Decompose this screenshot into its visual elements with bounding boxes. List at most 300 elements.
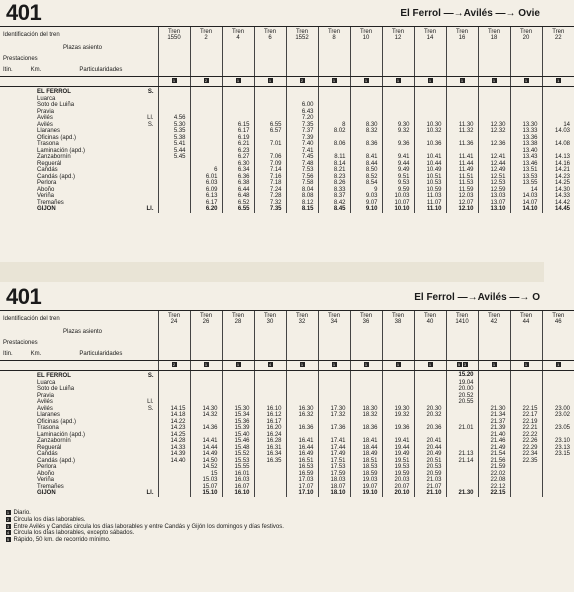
time-cell: 14.32: [190, 412, 222, 419]
time-cell: 5.30: [158, 122, 190, 129]
train-word: Tren: [455, 312, 469, 319]
arrival-departure-flag: S.: [147, 121, 154, 128]
time-cell: 12.51: [478, 174, 510, 181]
train-id-cell: [318, 311, 350, 328]
route-title: El Ferrol —→Avilés —→ Ovie: [400, 8, 540, 19]
footnote-badge: 2: [6, 516, 10, 522]
time-cell: 16.24: [254, 432, 286, 439]
time-cell: 22.19: [510, 419, 542, 426]
time-cell: 9.59: [382, 187, 414, 194]
time-cell: 6.09: [190, 187, 222, 194]
table-number: 401: [6, 284, 42, 309]
time-cell: 9.32: [382, 128, 414, 135]
train-number: 20: [522, 35, 530, 41]
time-cell: 17.59: [318, 471, 350, 478]
time-cell: 14.16: [542, 161, 574, 168]
footnote-text: Entre Avilés y Candás circula los días laborables y entre Candás y Gijón los domingos y días festivos.: [13, 523, 284, 530]
time-cell: 13.43: [510, 154, 542, 161]
calendar-badge-cell: [510, 361, 542, 371]
time-cell: 17.07: [286, 484, 318, 491]
time-cell: 13.38: [510, 141, 542, 148]
time-cell: 10.32: [414, 128, 446, 135]
time-cell: [190, 87, 222, 96]
time-cell: 8.50: [350, 167, 382, 174]
calendar-note-badge: 1: [524, 78, 528, 84]
features-cell: [190, 349, 222, 361]
time-cell: 13.46: [510, 161, 542, 168]
station-name-text: Veriña: [37, 477, 55, 483]
time-cell: 12.36: [478, 141, 510, 148]
time-cell: 20.49: [414, 451, 446, 458]
time-cell: 8.04: [286, 187, 318, 194]
badge-row-label: [0, 77, 158, 87]
time-cell: 6.34: [222, 167, 254, 174]
station-name-text: Perlora: [37, 180, 57, 186]
time-cell: 8.08: [286, 193, 318, 200]
time-cell: 16.10: [222, 490, 254, 497]
timetable-grid: [0, 310, 574, 497]
station-name-text: Avilés: [37, 115, 53, 121]
time-cell: 12.44: [478, 161, 510, 168]
time-cell: 19.07: [350, 484, 382, 491]
seats-cell: [254, 327, 286, 338]
station-name-text: Pravia: [37, 392, 55, 399]
time-cell: 21.14: [446, 458, 478, 465]
time-cell: 11.51: [446, 174, 478, 181]
station-name-text: Reguerál: [37, 160, 62, 167]
time-cell: 17.32: [318, 412, 350, 419]
train-word: Tren: [359, 28, 373, 35]
seats-cell: [478, 43, 510, 54]
features-cell: [350, 349, 382, 361]
train-number: 14: [426, 35, 434, 41]
km-label: Km.: [30, 351, 42, 358]
train-word: Tren: [519, 312, 533, 319]
time-cell: 14.07: [510, 200, 542, 207]
calendar-note-badge: 1: [332, 78, 336, 84]
train-word: Tren: [423, 28, 437, 35]
footnote-text: Rápido, 50 km. de recorrido mínimo.: [13, 537, 111, 544]
time-cell: 13.03: [478, 193, 510, 200]
train-word: Tren: [263, 312, 277, 319]
time-cell: 16.49: [286, 451, 318, 458]
time-cell: 10.07: [382, 200, 414, 207]
time-cell: 18.59: [350, 471, 382, 478]
seats-cell: [190, 43, 222, 54]
time-cell: 6.57: [254, 128, 286, 135]
time-cell: [510, 371, 542, 380]
services-cell: [478, 54, 510, 65]
station-name-text: Trasona: [37, 141, 59, 147]
calendar-badge-cell: [542, 77, 574, 87]
train-id-cell: [478, 311, 510, 328]
time-cell: 21.34: [478, 412, 510, 419]
time-cell: 21.01: [446, 425, 478, 432]
seats-cell: [254, 43, 286, 54]
station-name-text: Avilés: [37, 399, 53, 405]
train-number: 36: [362, 319, 370, 325]
time-cell: 21.56: [478, 458, 510, 465]
calendar-badge-cell: [254, 361, 286, 371]
time-cell: 18.30: [350, 406, 382, 413]
features-cell: [446, 65, 478, 77]
time-cell: 13.33: [510, 128, 542, 135]
station-name-text: Reguerál: [37, 444, 62, 451]
features-cell: [222, 349, 254, 361]
time-cell: 8.15: [286, 206, 318, 213]
train-word: Tren: [167, 312, 181, 319]
calendar-badge-cell: [350, 77, 382, 87]
calendar-note-badge: 5: [457, 362, 461, 368]
train-number: 1552: [295, 35, 309, 41]
train-word: Tren: [552, 28, 565, 35]
time-cell: 14.21: [542, 167, 574, 174]
services-cell: [414, 338, 446, 349]
features-cell: [542, 65, 574, 77]
calendar-note-badge: 4: [268, 362, 272, 368]
features-cell: [318, 65, 350, 77]
time-cell: [190, 371, 222, 380]
seats-cell: [382, 327, 414, 338]
station-name-text: Llaranes: [37, 128, 61, 134]
time-cell: 15.39: [222, 425, 254, 432]
train-number: 12: [394, 35, 402, 41]
train-word: Tren: [199, 312, 213, 319]
time-cell: 19.51: [382, 458, 414, 465]
time-cell: 16.59: [286, 471, 318, 478]
time-cell: 6.52: [222, 200, 254, 207]
calendar-note-badge: 1: [428, 78, 432, 84]
train-id-cell: [254, 311, 286, 328]
station-name-text: Oficinas (apd.): [37, 134, 77, 141]
time-cell: 22.08: [478, 477, 510, 484]
time-cell: [510, 490, 542, 497]
time-cell: 13.36: [510, 135, 542, 142]
time-cell: 14.10: [510, 206, 542, 213]
calendar-badge-cell: [158, 361, 190, 371]
time-cell: 9.49: [382, 167, 414, 174]
time-cell: 21.37: [478, 419, 510, 426]
train-number: 1550: [167, 35, 181, 41]
time-cell: 15: [190, 471, 222, 478]
calendar-badge-cell: [510, 77, 542, 87]
time-cell: 23.10: [542, 438, 574, 445]
page-gap: [0, 262, 544, 282]
time-cell: 7.18: [254, 180, 286, 187]
time-cell: [318, 371, 350, 380]
itin-label: Itin.: [3, 351, 13, 358]
time-cell: 8: [318, 122, 350, 129]
station-name-text: Trasona: [37, 425, 59, 431]
time-cell: 21.10: [414, 490, 446, 497]
calendar-note-badge: 1: [492, 362, 496, 368]
time-cell: 19.49: [382, 451, 414, 458]
train-id-cell: [254, 27, 286, 44]
time-cell: 18.32: [350, 412, 382, 419]
services-row: [0, 54, 574, 65]
calendar-badge-row: [0, 77, 574, 87]
time-cell: 16.01: [222, 471, 254, 478]
time-cell: 15.55: [222, 464, 254, 471]
train-id-cell: [222, 27, 254, 44]
time-cell: 22.21: [510, 425, 542, 432]
train-id-row: [0, 311, 574, 328]
time-cell: 5.41: [158, 141, 190, 148]
station-name: [0, 87, 158, 96]
train-number: 16: [458, 35, 466, 41]
time-cell: [158, 490, 190, 497]
services-cell: [542, 54, 574, 65]
train-id-cell: [382, 27, 414, 44]
time-cell: 6.38: [222, 180, 254, 187]
time-cell: [222, 371, 254, 380]
time-cell: 17.49: [318, 451, 350, 458]
time-cell: 9: [350, 187, 382, 194]
time-cell: 13.30: [510, 122, 542, 129]
arrival-departure-flag: S.: [147, 405, 154, 412]
calendar-note-badge: 1: [557, 362, 560, 368]
features-cell: [382, 349, 414, 361]
time-cell: [414, 371, 446, 380]
arrival-departure-flag: Ll.: [147, 115, 154, 121]
station-name-text: Aboño: [37, 186, 55, 193]
time-cell: 7.28: [254, 193, 286, 200]
time-cell: 21.30: [446, 490, 478, 497]
time-cell: 10.10: [382, 206, 414, 213]
train-word: Tren: [487, 28, 501, 35]
train-id-cell: [382, 311, 414, 328]
train-word: Tren: [519, 28, 533, 35]
time-cell: 16.20: [254, 425, 286, 432]
seats-cell: [446, 327, 478, 338]
calendar-badge-cell: [478, 77, 510, 87]
time-cell: 15.20: [446, 371, 478, 380]
seats-cell: [318, 43, 350, 54]
calendar-note-badge: 1: [396, 78, 400, 84]
train-word: Tren: [423, 312, 437, 319]
time-cell: 11.53: [446, 180, 478, 187]
time-cell: 20.41: [414, 438, 446, 445]
station-name-text: GIJON: [37, 490, 56, 496]
features-cell: [254, 349, 286, 361]
time-cell: 12.41: [478, 154, 510, 161]
calendar-badge-cell: [542, 361, 574, 371]
time-cell: 10.53: [414, 180, 446, 187]
services-cell: [414, 54, 446, 65]
time-cell: 10.30: [414, 122, 446, 129]
features-cell: [158, 349, 190, 361]
time-cell: 16.31: [254, 445, 286, 452]
time-cell: 11.32: [446, 128, 478, 135]
time-cell: 16.44: [286, 445, 318, 452]
time-cell: 13.07: [478, 200, 510, 207]
calendar-badge-cell: [286, 361, 318, 371]
station-name-text: Soto de Luiña: [37, 102, 75, 108]
time-cell: 11.59: [446, 187, 478, 194]
time-cell: 23.15: [542, 451, 574, 458]
seats-label-text: Plazas asiento: [63, 45, 103, 52]
footnote: [5, 530, 284, 537]
train-number: 24: [170, 319, 178, 325]
services-cell: [350, 54, 382, 65]
train-word: Tren: [167, 28, 181, 35]
station-name: [0, 490, 158, 497]
train-id-label: Identificación del tren: [0, 27, 158, 44]
time-cell: 10.49: [414, 167, 446, 174]
time-cell: 9.30: [382, 122, 414, 129]
footnote-text: Circula los días laborables, excepto sábados.: [13, 530, 135, 537]
time-cell: 16.41: [286, 438, 318, 445]
time-cell: 18.10: [318, 490, 350, 497]
time-cell: 13.51: [510, 167, 542, 174]
timetable-top: [0, 0, 570, 213]
seats-cell: [286, 327, 318, 338]
calendar-badge-cell: [382, 361, 414, 371]
time-cell: 6.44: [222, 187, 254, 194]
station-name-text: GIJON: [37, 206, 56, 212]
time-cell: 12.32: [478, 128, 510, 135]
train-id-cell: [414, 27, 446, 44]
time-cell: 11.30: [446, 122, 478, 129]
time-cell: 10.03: [382, 193, 414, 200]
time-cell: 7.41: [286, 148, 318, 155]
features-label-text: Particularidades: [79, 67, 123, 74]
seats-cell: [382, 43, 414, 54]
train-id-cell: [350, 27, 382, 44]
time-cell: 7.35: [286, 122, 318, 129]
time-cell: [158, 87, 190, 96]
time-cell: 19.04: [446, 380, 478, 387]
time-cell: 20.03: [382, 477, 414, 484]
train-number: 46: [554, 319, 562, 325]
train-word: Tren: [487, 312, 501, 319]
time-cell: 23.13: [542, 445, 574, 452]
time-cell: 18.41: [350, 438, 382, 445]
station-name-text: Laminación (apd.): [37, 431, 86, 438]
station-name-text: EL FERROL: [37, 373, 71, 379]
train-number: 38: [394, 319, 402, 325]
time-cell: [254, 87, 286, 96]
time-cell: 14.18: [158, 412, 190, 419]
time-cell: 8.45: [318, 206, 350, 213]
time-cell: 11.44: [446, 161, 478, 168]
calendar-badge-cell: [254, 77, 286, 87]
time-cell: 20.51: [414, 458, 446, 465]
time-cell: 8.52: [350, 174, 382, 181]
time-cell: 6.13: [190, 193, 222, 200]
time-cell: 20.10: [382, 490, 414, 497]
time-cell: 20.07: [382, 484, 414, 491]
station-name-text: Tremañes: [37, 483, 64, 490]
services-row: [0, 338, 574, 349]
time-cell: 14.50: [190, 458, 222, 465]
time-cell: 19.36: [382, 425, 414, 432]
services-cell: [286, 338, 318, 349]
features-cell: [478, 65, 510, 77]
time-cell: 14.25: [158, 432, 190, 439]
time-cell: 6.23: [222, 148, 254, 155]
seats-row: [0, 43, 574, 54]
seats-cell: [542, 327, 574, 338]
time-cell: 12.03: [446, 193, 478, 200]
time-cell: 16.28: [254, 438, 286, 445]
train-number: 22: [554, 35, 562, 41]
time-cell: [286, 87, 318, 96]
train-number: 1410: [455, 319, 469, 325]
services-cell: [510, 338, 542, 349]
time-cell: 8.37: [318, 193, 350, 200]
time-cell: 6.55: [254, 122, 286, 129]
footnote-text: Circula los días laborables.: [13, 516, 86, 523]
time-cell: 7.56: [286, 174, 318, 181]
features-cell: [510, 349, 542, 361]
features-row: [0, 65, 574, 77]
train-word: Tren: [359, 312, 373, 319]
time-cell: 9.36: [382, 141, 414, 148]
time-cell: 17.53: [318, 464, 350, 471]
station-name-text: Llaranes: [37, 412, 61, 418]
train-id-cell: [350, 311, 382, 328]
time-cell: 19.03: [350, 477, 382, 484]
station-name: [0, 206, 158, 213]
calendar-badge-cell: [222, 77, 254, 87]
calendar-note-badge: 1: [204, 362, 208, 368]
time-cell: 16.35: [254, 458, 286, 465]
time-cell: [286, 371, 318, 380]
time-cell: 14.13: [542, 154, 574, 161]
seats-cell: [190, 327, 222, 338]
time-cell: [254, 490, 286, 497]
time-cell: 6: [190, 167, 222, 174]
calendar-note-badge: 1: [557, 78, 560, 84]
train-id-cell: [414, 311, 446, 328]
train-id-cell: [446, 27, 478, 44]
train-word: Tren: [295, 312, 309, 319]
time-cell: 20.00: [446, 386, 478, 393]
station-name-text: Avilés: [37, 121, 53, 128]
time-cell: 5.38: [158, 135, 190, 142]
time-cell: 6.15: [222, 122, 254, 129]
seats-cell: [446, 43, 478, 54]
features-cell: [190, 65, 222, 77]
calendar-badge-cell: [318, 77, 350, 87]
time-cell: [478, 87, 510, 96]
time-cell: 5.45: [158, 154, 190, 161]
arrival-departure-flag: S.: [147, 373, 154, 379]
train-number: 6: [268, 35, 272, 41]
train-number: 32: [298, 319, 306, 325]
time-cell: 21.49: [478, 445, 510, 452]
time-cell: 7.53: [286, 167, 318, 174]
time-cell: 14.40: [158, 458, 190, 465]
train-word: Tren: [391, 28, 405, 35]
seats-cell: [158, 43, 190, 54]
services-cell: [222, 338, 254, 349]
time-cell: 22.26: [510, 438, 542, 445]
time-cell: 23.05: [542, 425, 574, 432]
services-cell: [542, 338, 574, 349]
train-number: 2: [204, 35, 208, 41]
calendar-note-badge: 1: [524, 362, 528, 368]
train-number: 30: [266, 319, 274, 325]
time-cell: [254, 371, 286, 380]
time-cell: 14.30: [190, 406, 222, 413]
time-cell: 8.32: [350, 128, 382, 135]
time-cell: 21.40: [478, 432, 510, 439]
time-cell: 8.33: [318, 187, 350, 194]
time-cell: 21.03: [414, 477, 446, 484]
time-cell: 17.41: [318, 438, 350, 445]
